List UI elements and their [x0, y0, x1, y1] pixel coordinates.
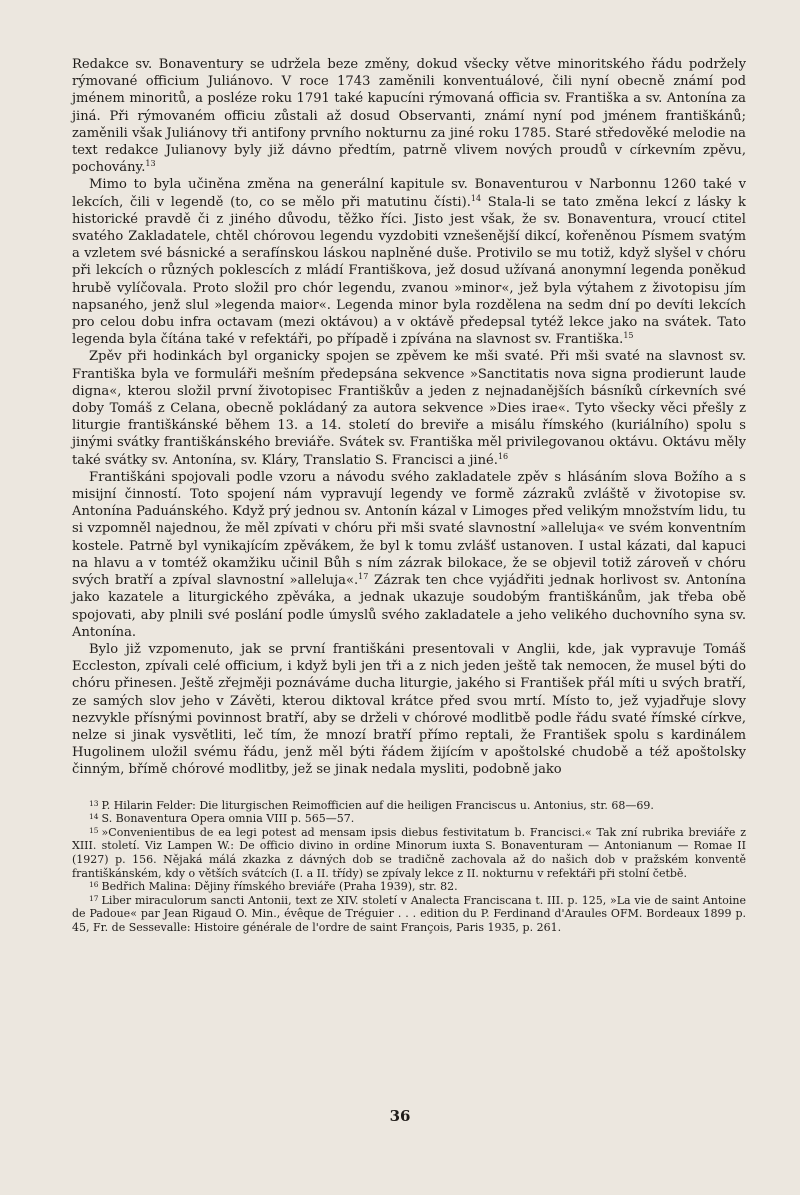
paragraph-text-continued: Stala-li se tato změna lekcí z lásky k historické pravdě či z jiného důvodu, těžko říci. Jisto jest však, že sv. Bonaventura, vroucí ctitel svatého Zakladatele, chtěl chórovou legendu vyzdobiti vznešenější dikcí, kořeněnou Písmem svatým a vzletem své básnické a serafínskou láskou naplněné duše. Protivilo se mu totiž, když slyšel v chóru při lekcích o různých poklescích z mládí Františkova, jež dosud užívaná anonymní legenda poněkud hrubě vylíčovala. Proto složil pro chór legendu, zvanou »minor«, jež byla výtahem z životopisu jím napsaného, jenž slul »legenda maior«. Legenda minor byla rozdělena na sedm dní po devíti lekcích pro celou dobu infra octavam (mezi oktávou) a v oktávě předepsal tytéž lekce jako na svátek. Tato legenda byla čítána také v refektáři, po případě i zpívána na slavnost sv. Františka.: [72, 194, 746, 348]
paragraph-text: Redakce sv. Bonaventury se udržela beze změny, dokud všecky větve minoritského řádu podržely rýmované officium Juliánovo. V roce 1743 zaměnili konventuálové, čili nyní obecně známí pod jménem minoritů, a posléze roku 1791 také kapucíni rýmovaná officia sv. Františka a sv. Antonína za jiná. Při rýmovaném officiu zůstali až dosud Observanti, známí nyní pod jménem františkánů; zaměnili však Juliánovy tři antifony prvního nokturnu za jiné roku 1785. Staré středověké melodie na text redakce Julianovy byly již dávno předtím, patrně vlivem nových proudů v církevním zpěvu, pochovány.: [72, 57, 746, 176]
footnote-text: P. Hilarin Felder: Die liturgischen Reimofficien auf die heiligen Franciscus u. Antonius, str. 68—69.: [101, 798, 654, 812]
footnote-number: 16: [89, 880, 99, 890]
page-number: 36: [389, 1107, 411, 1125]
footnote-ref-15: 15: [623, 331, 634, 341]
paragraph-5: [72, 641, 746, 779]
footnote-text: S. Bonaventura Opera omnia VIII p. 565—57.: [101, 812, 355, 826]
footnote-ref-13: 13: [145, 159, 156, 169]
paragraph-text: Zpěv při hodinkách byl organicky spojen se zpěvem ke mši svaté. Při mši svaté na slavnost sv. Františka byla ve formuláři mešním předepsána sekvence »Sanctitatis nova signa prodierunt laude digna«, kterou složil první životopisec Františkův a jeden z nejnadanějších básníků církevních své doby Tomáš z Celana, obecně pokládaný za autora sekvence »Dies irae«. Tyto všecky věci přešly z liturgie františkánské během 13. a 14. století do breviře a misálu římského (kuriálního) spolu s jinými svátky františkánského breviáře. Svátek sv. Františka měl privilegovanou oktávu. Oktávu měly také svátky sv. Antonína, sv. Kláry, Translatio S. Francisci a jiné.: [72, 349, 746, 468]
footnote-15: [72, 826, 746, 880]
footnote-ref-14: 14: [470, 193, 482, 203]
footnote-17: [72, 894, 746, 935]
footnote-ref-17: 17: [358, 572, 369, 582]
paragraph-text: Mimo to byla učiněna změna na generální kapitule sv. Bonaventurou v Narbonnu 1260 také v lekcích, čili v legendě (to, co se mělo při matutinu čísti).: [72, 177, 746, 210]
footnote-number: 14: [89, 812, 99, 822]
footnote-13: [72, 799, 746, 813]
paragraph-2: [72, 176, 746, 348]
paragraph-text-continued: Zázrak ten chce vyjádřiti jednak horlivost sv. Antonína jako kazatele a liturgického zpěváka, a jednak ukazuje soudobým františkánům, jak třeba obě spojovati, aby plnili své poslání podle úmyslů svého zakladatele a jeho velikého duchovního syna sv. Antonína.: [72, 573, 746, 640]
footnote-number: 13: [89, 798, 99, 808]
paragraph-text: Bylo již vzpomenuto, jak se první františkáni presentovali v Anglii, kde, jak vypravuje Tomáš Eccleston, zpívali celé officium, i když byli jen tři a z nich jeden ještě tak nemocen, že musel býti do chóru přinesen. Ještě zřejměji poznáváme ducha liturgie, jakého si František přál míti u svých bratří, ze samých slov jeho v Závěti, kterou diktoval krátce před svou mrtí. Místo to, jež vyjadřuje slovy nezvykle přísnými povinnost bratří, aby se drželi v chórové modlitbě podle řádu svaté římské církve, nelze si jinak vysvětliti, leč tím, že mnozí bratří přímo reptali, že František spolu s kardinálem Hugolinem uložil svému řádu, jenž měl býti řádem žijícím v apoštolské chudobě a též apoštolsky činným, břímě chórové modlitby, jež se jinak nedala mysliti, podobně jako: [72, 641, 746, 778]
paragraph-3: [72, 348, 746, 468]
paragraph-text: Františkáni spojovali podle vzoru a návodu svého zakladatele zpěv s hlásáním slova Božího a s misijní činností. Toto spojení nám vypravují legendy ve formě zázraků zvláště v životopise sv. Antonína Paduánského. Když prý jednou sv. Antonín kázal v Limoges před velikým množstvím lidu, tu si vzpomněl najednou, že měl zpívati v chóru při mši svaté slavnostní »alleluja« ve svém konventním kostele. Patrně byl vynikajícím zpěvákem, že byl k tomu zvlášť ustanoven. I ustal kázati, dal kapuci na hlavu a v tomtéž okamžiku učinil Bůh s ním zázrak bilokace, že se objevil totiž zároveň v chóru svých bratří a zpíval slavnostní »alleluja«.: [72, 469, 746, 589]
footnote-text: »Convenientibus de ea legi potest ad mensam ipsis diebus festivitatum b. Francisci.« Tak zní rubrika breviáře z XIII. století. Viz Lampen W.: De officio divino in ordine Minorum iuxta S. Bonaventuram — Antonianum — Romae II (1927) p. 156. Nějaká málá zkazka z dávných dob se tradičně zachovala až do našich dob v pražském konventě františkánském, kdy o větších svátcích (I. a II. třídy) se zpívaly lekce z II. nokturnu v refektáři při stolní četbě.: [72, 825, 746, 880]
footnote-text: Liber miraculorum sancti Antonii, text ze XIV. století v Analecta Franciscana t. III. p. 125, »La vie de saint Antoine de Padoue« par Jean Rigaud O. Min., évêque de Tréguier . . . edition du P. Ferdinand d'Araules OFM. Bordeaux 1899 p. 45, Fr. de Sessevalle: Histoire générale de l'ordre de saint François, Paris 1935, p. 261.: [72, 893, 746, 934]
footnote-number: 17: [89, 893, 99, 903]
footnote-ref-16: 16: [497, 451, 509, 461]
footnote-number: 15: [89, 825, 99, 835]
footnotes: [72, 799, 746, 935]
main-text: [72, 56, 746, 779]
paragraph-4: [72, 469, 746, 641]
footnote-16: [72, 880, 746, 894]
footnote-14: [72, 812, 746, 826]
paragraph-1: [72, 56, 746, 176]
footnote-text: Bedřich Malina: Dějiny římského breviáře (Praha 1939), str. 82.: [101, 880, 458, 894]
